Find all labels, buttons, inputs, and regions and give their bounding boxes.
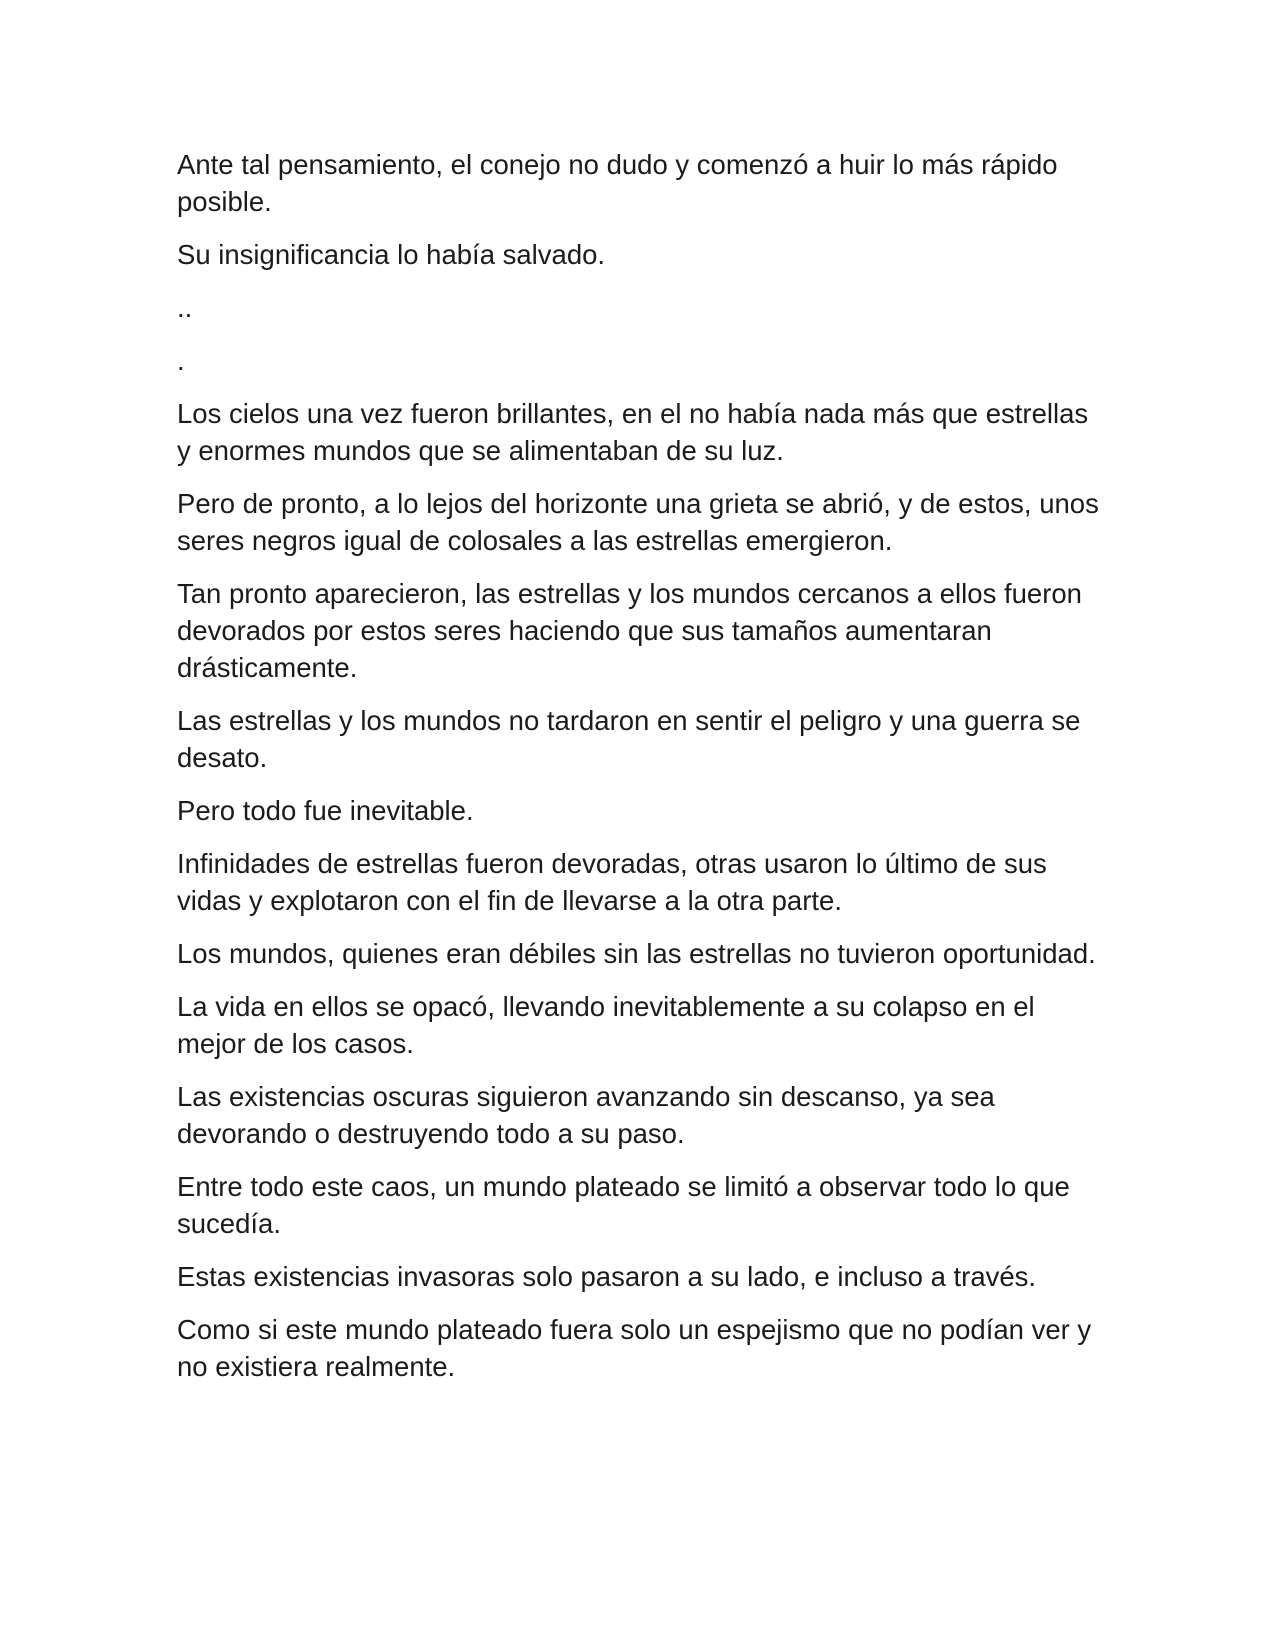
document-body bbox=[177, 146, 1107, 1401]
paragraph: Los cielos una vez fueron brillantes, en el no había nada más que estrellas y enormes mundos que se alimentaban de su luz. bbox=[177, 398, 1096, 466]
paragraph: Infinidades de estrellas fueron devoradas, otras usaron lo último de sus vidas y explotaron con el fin de llevarse a la otra parte. bbox=[177, 848, 1055, 916]
paragraph: Pero de pronto, a lo lejos del horizonte una grieta se abrió, y de estos, unos seres negros igual de colosales a las estrellas emergieron. bbox=[177, 488, 1107, 556]
paragraph: Estas existencias invasoras solo pasaron a su lado, e incluso a través. bbox=[177, 1261, 1037, 1292]
paragraph: Entre todo este caos, un mundo plateado se limitó a observar todo lo que sucedía. bbox=[177, 1171, 1078, 1239]
scene-break-dots: .. bbox=[177, 292, 193, 323]
paragraph: Ante tal pensamiento, el conejo no dudo y comenzó a huir lo más rápido posible. bbox=[177, 149, 1066, 217]
paragraph: Tan pronto aparecieron, las estrellas y los mundos cercanos a ellos fueron devorados por estos seres haciendo que sus tamaños aumentaran drásticamente. bbox=[177, 578, 1090, 683]
paragraph: Como si este mundo plateado fuera solo un espejismo que no podían ver y no existiera realmente. bbox=[177, 1314, 1099, 1382]
paragraph: Los mundos, quienes eran débiles sin las estrellas no tuvieron oportunidad. bbox=[177, 938, 1096, 969]
paragraph: Las existencias oscuras siguieron avanzando sin descanso, ya sea devorando o destruyendo todo a su paso. bbox=[177, 1081, 1003, 1149]
paragraph: Su insignificancia lo había salvado. bbox=[177, 239, 606, 270]
paragraph: Las estrellas y los mundos no tardaron en sentir el peligro y una guerra se desato. bbox=[177, 705, 1089, 773]
paragraph: La vida en ellos se opacó, llevando inevitablemente a su colapso en el mejor de los casos. bbox=[177, 991, 1043, 1059]
paragraph: Pero todo fue inevitable. bbox=[177, 795, 474, 826]
scene-break-dot: . bbox=[177, 345, 185, 376]
